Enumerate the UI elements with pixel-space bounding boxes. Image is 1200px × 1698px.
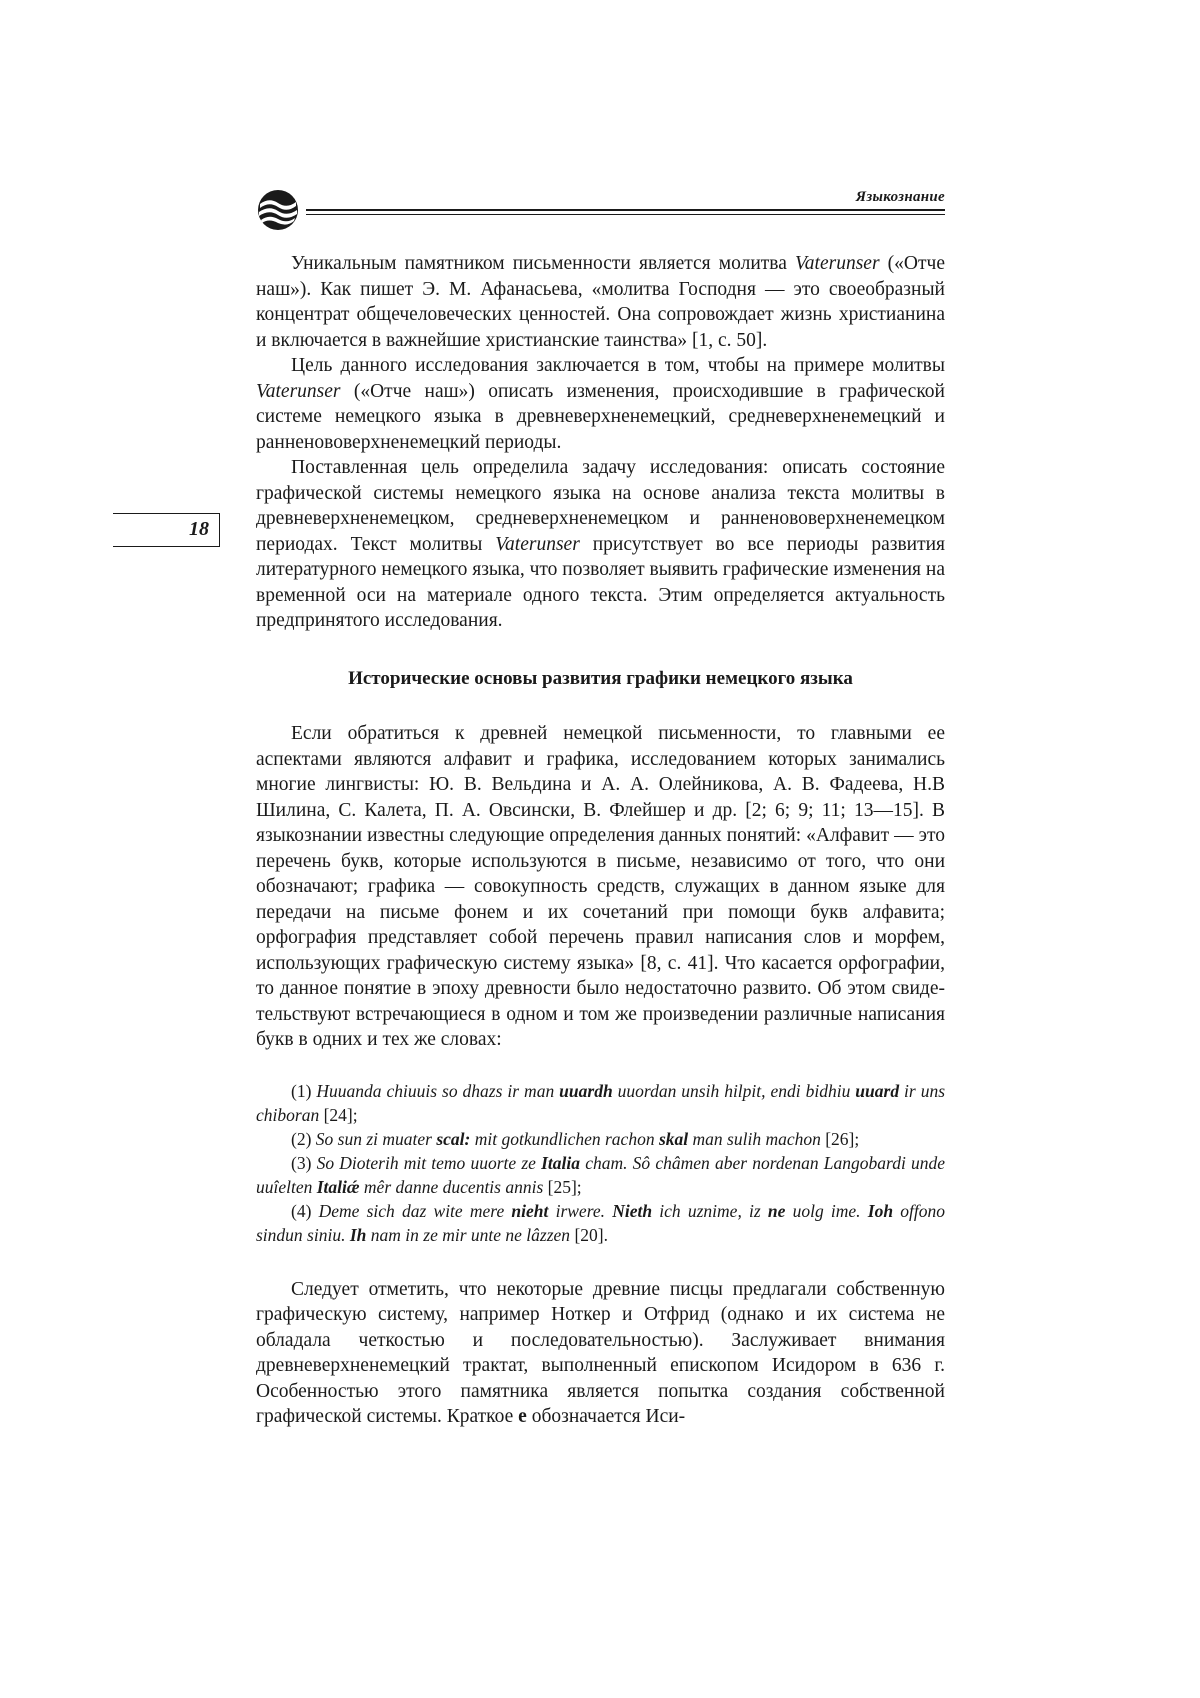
paragraph [256,455,945,634]
examples-list [256,1079,945,1247]
text-run: Vaterunser [495,533,580,555]
page-number-box [113,513,220,547]
example-item [256,1079,945,1127]
text-run: Vaterunser [256,380,341,402]
section-title: Исторические основы развития графики немецкого языка [348,667,853,689]
text-run: Vaterunser [795,253,880,274]
text-run: [25]; [543,1176,582,1197]
header-rule [306,209,945,211]
text-run: (3) [291,1152,317,1173]
main-section [256,721,945,1053]
example-item [256,1127,945,1151]
text-run: man sulih machon [688,1128,821,1149]
example-item [256,1151,945,1199]
text-run: ir uns chiboran [256,1080,946,1125]
intro-section [256,251,945,634]
text-run: irwere. [548,1200,613,1221]
running-header-title: Языкознание [855,189,945,205]
text-run: Huuanda chiuuis so dhazs ir man [316,1080,560,1101]
text-run: Следует отметить, что некоторые древние писцы предлагали собственную графическую систему, например Ноткер и Отфрид (однако и их система не обладала четкостью и последовательностью). Заслуживает внимания древневерхненемецкий трактат, выполненный епископом Исидором в 636 г. Особенностью этого памятника является попытка создания собственной графической системы. Краткое [256,1278,945,1427]
header-rule-thin [306,214,945,215]
text-run: offono sindun siniu. [256,1200,945,1245]
text-run: (4) [291,1200,319,1221]
text-run: nam in ze mir unte ne lâzzen [366,1224,571,1245]
text-run: Уникальным памятником письменности является молитва [291,253,796,274]
text-run: scal: [436,1128,471,1149]
text-run: Nieth [612,1200,653,1221]
text-run: Ih [349,1224,367,1245]
text-run: Цель данного исследования заключается в том, чтобы на примере молитвы [291,355,945,376]
text-run: skal [658,1128,689,1149]
text-run: e [518,1406,527,1427]
text-run: uuard [855,1080,900,1101]
journal-logo-icon [256,188,300,232]
paragraph [256,251,945,353]
text-run: mêr danne ducentis annis [359,1176,544,1197]
text-run: So sun zi muater [315,1128,437,1149]
example-item [256,1199,945,1247]
text-run: ich uznime, iz [652,1200,768,1221]
text-run: Ioh [867,1200,894,1221]
text-run: обозначается Иси- [526,1406,686,1427]
page-number: 18 [189,518,209,540]
text-run: So Dioterih mit temo uuorte ze [316,1152,542,1173]
text-run: присутствует во все периоды развития литературного немецкого языка, что позволяет выявить графические изменения на временной оси на материале одного текста. Этим определяется актуальность предпринятого исследования. [256,533,946,631]
paragraph [256,721,945,1053]
closing-section [256,1277,945,1430]
text-run: uolg ime. [785,1200,868,1221]
text-run: («Отче наш»). Как пишет Э. М. Афанасьева, «молитва Господня — это своеобразный концентрат общечеловеческих ценностей. Она сопровождает жизнь христианина и включается в важнейшие христианские таинства» [1, с. 50]. [256,253,945,351]
text-run: uuordan unsih hilpit, endi bidhiu [612,1080,856,1101]
text-run: Если обратиться к древней немецкой письменности, то главными ее аспектами являются алфавит и графика, исследованием которых занимались многие лингвисты: Ю. В. Вельдина и А. А. Олейникова, А. В. Фадеева, Н.В Шилина, С. Калета, П. А. Овсински, В. Флейшер и др. [2; 6; 9; 11; 13—15]. В языкознании известны следующие определения данных понятий: «Алфавит — это перечень букв, которые используются в письме, независимо от того, что они обозначают; графика — совокупность средств, служащих в данном языке для передачи на письме фонем и их сочетаний при помощи букв алфавита; орфография представляет собой перечень правил написания слов и морфем, использующих графическую систему языка» [8, с. 41]. Что касается орфографии, то данное понятие в эпоху древности было недостаточно развито. Об этом свидетельствуют встречающиеся в одном и том же произведении различные написания букв в одних и тех же словах: [256,723,945,1050]
text-run: ne [767,1200,786,1221]
text-run: [26]; [820,1128,860,1149]
text-run: [24]; [319,1104,358,1125]
text-run: Deme sich daz wite mere [318,1200,512,1221]
text-run: [20]. [570,1224,608,1245]
article-body [256,251,945,1430]
text-run: nieht [511,1200,549,1221]
text-run: Italiǽ [316,1176,360,1197]
paragraph [256,1277,945,1430]
text-run: («Отче наш») описать изменения, происходившие в графической системе немецкого языка в древневерхненемецкий, средневерхненемецкий и ранненововерхненемецкий периоды. [256,380,945,453]
text-run: (2) [291,1128,316,1149]
paragraph [256,353,945,455]
text-run: cham. Sô châmen aber nordenan Langobardi unde uuîelten [256,1152,946,1197]
text-run: Поставленная цель определила задачу исследования: описать состояние графической системы немецкого языка на основе анализа текста молитвы в древневерхненемецком, средневерхненемецком и ранненововерхненемецком периодах. Текст молитвы [256,457,945,555]
text-run: Italia [541,1152,581,1173]
text-run: uuardh [559,1080,613,1101]
text-run: mit gotkundlichen rachon [470,1128,659,1149]
text-run: (1) [291,1080,317,1101]
